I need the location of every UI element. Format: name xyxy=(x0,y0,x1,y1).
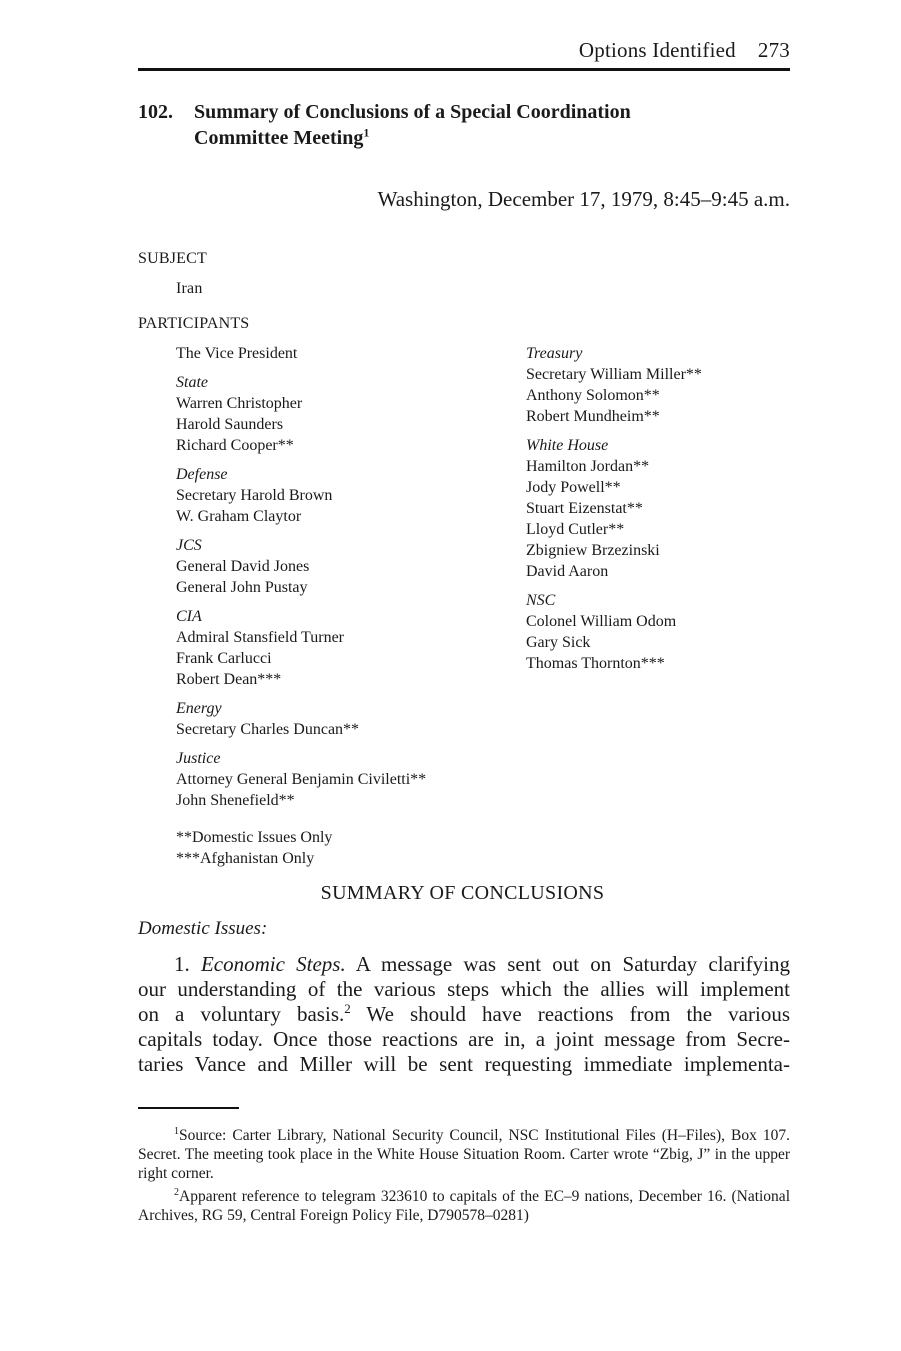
note-afghanistan: ***Afghanistan Only xyxy=(176,850,315,867)
participant-group xyxy=(526,435,702,582)
note-domestic: **Domestic Issues Only xyxy=(176,829,333,846)
paragraph-line-1: 1. Economic Steps. A message was sent out on Saturday clarifying xyxy=(174,952,791,976)
dateline: Washington, December 17, 1979, 8:45–9:45 a.m. xyxy=(377,187,790,211)
participant-group xyxy=(176,748,426,811)
participant-name: Colonel William Odom xyxy=(526,613,677,630)
paragraph-line-3: on a voluntary basis.$^2$ We should have reactions from the various xyxy=(138,1001,790,1026)
participant-name: Warren Christopher xyxy=(176,395,303,412)
organization-label: JCS xyxy=(176,537,202,554)
participant-name: Thomas Thornton*** xyxy=(526,655,665,672)
participant-name: Attorney General Benjamin Civiletti** xyxy=(176,771,427,788)
participant-group xyxy=(526,343,702,427)
subject-label: SUBJECT xyxy=(138,250,207,267)
participant-name: Gary Sick xyxy=(526,634,591,651)
participant-group xyxy=(176,698,426,740)
participants-label: PARTICIPANTS xyxy=(138,315,250,332)
participant-name: John Shenefield** xyxy=(176,792,295,809)
document-title xyxy=(138,99,758,151)
participant-name: Secretary Harold Brown xyxy=(176,487,333,504)
participant-name: General John Pustay xyxy=(176,579,308,596)
participants-notes xyxy=(176,827,332,869)
participant-name: Robert Dean*** xyxy=(176,671,282,688)
participant-group xyxy=(176,606,426,690)
participant-name: Secretary William Miller** xyxy=(526,366,702,383)
footnotes xyxy=(138,1126,790,1229)
organization-label: Treasury xyxy=(526,345,583,362)
title-line-2: Committee Meeting xyxy=(194,127,364,149)
participant-name: Frank Carlucci xyxy=(176,650,272,667)
participants-right-column xyxy=(526,343,702,682)
footnote-text: Apparent reference to telegram 323610 to capitals of the EC–9 nations, December 16. (National Archives, RG 59, Central Foreign Policy File, D790578–0281) xyxy=(138,1188,790,1224)
paragraph-line-4: capitals today. Once those reactions are in, a joint message from Secre- xyxy=(138,1027,790,1051)
participant-name: Anthony Solomon** xyxy=(526,387,660,404)
participant-name: Secretary Charles Duncan** xyxy=(176,721,360,738)
paragraph-line-5: taries Vance and Miller will be sent requesting immediate implementa- xyxy=(138,1052,790,1076)
participant-name: Zbigniew Brzezinski xyxy=(526,542,660,559)
footnote-2 xyxy=(138,1187,790,1225)
footnote-ref-2: 2 xyxy=(344,1001,351,1016)
participant-name: W. Graham Claytor xyxy=(176,508,302,525)
organization-label: White House xyxy=(526,437,609,454)
participant-name: Richard Cooper** xyxy=(176,437,294,454)
participant-name: Stuart Eizenstat** xyxy=(526,500,643,517)
page-number: 273 xyxy=(757,38,790,62)
footnote-mark: 2 xyxy=(174,1186,179,1198)
title-footnote-ref: 1 xyxy=(363,125,370,140)
participant-group xyxy=(176,372,426,456)
running-header-section: Options Identified xyxy=(578,38,736,62)
participant-name: Admiral Stansfield Turner xyxy=(176,629,344,646)
participant-name: Hamilton Jordan** xyxy=(526,458,650,475)
item-heading: Economic Steps. xyxy=(200,952,346,976)
participant-group xyxy=(176,535,426,598)
paragraph-line-2: our understanding of the various steps which the allies will implement xyxy=(138,977,790,1001)
participant-name: The Vice President xyxy=(176,345,298,362)
participant-name: David Aaron xyxy=(526,563,609,580)
organization-label: Justice xyxy=(176,750,221,767)
summary-heading: SUMMARY OF CONCLUSIONS xyxy=(320,882,605,904)
subject-value: Iran xyxy=(176,280,203,297)
running-header xyxy=(579,38,790,63)
participant-group xyxy=(176,464,426,527)
header-rule xyxy=(138,68,790,71)
summary-subheading: Domestic Issues: xyxy=(138,918,268,939)
footnote-mark: 1 xyxy=(174,1125,179,1137)
participant-name: Harold Saunders xyxy=(176,416,284,433)
footnote-1 xyxy=(138,1126,790,1183)
participant-name: Robert Mundheim** xyxy=(526,408,660,425)
organization-label: CIA xyxy=(176,608,202,625)
organization-label: State xyxy=(176,374,208,391)
participant-group xyxy=(176,343,426,364)
title-line-1: Summary of Conclusions of a Special Coordination xyxy=(194,101,631,123)
organization-label: Defense xyxy=(176,466,228,483)
participant-name: General David Jones xyxy=(176,558,310,575)
participants-left-column xyxy=(176,343,426,819)
participant-name: Lloyd Cutler** xyxy=(526,521,625,538)
summary-paragraph xyxy=(138,952,790,1077)
footnote-rule xyxy=(138,1107,239,1109)
organization-label: Energy xyxy=(176,700,222,717)
participant-name: Jody Powell** xyxy=(526,479,621,496)
participant-group xyxy=(526,590,702,674)
footnote-text: Source: Carter Library, National Security Council, NSC Institutional Files (H–Files), Box 107. Secret. The meeting took place in the White House Situation Room. Carter wrote “Zbig, J” in the upper right corner. xyxy=(138,1127,790,1182)
organization-label: NSC xyxy=(526,592,556,609)
document-number: 102. xyxy=(138,101,173,123)
